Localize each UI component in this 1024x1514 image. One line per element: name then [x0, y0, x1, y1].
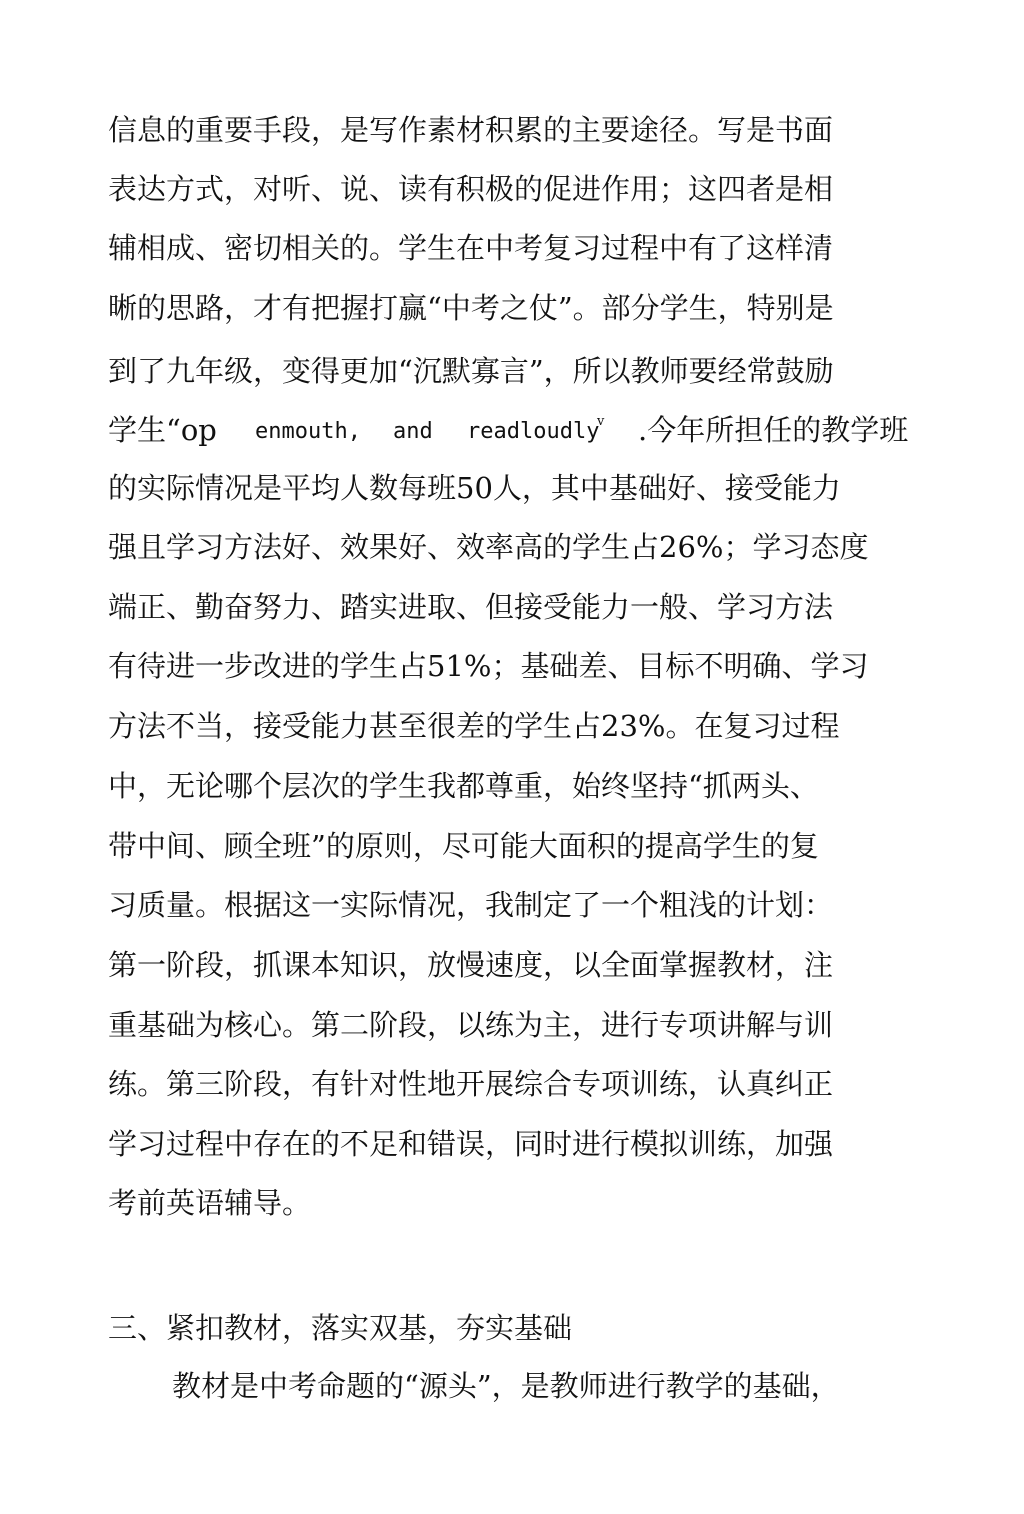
english-word: readloudly [467, 419, 600, 444]
paragraph-line: 端正、勤奋努力、踏实进取、但接受能力一般、学习方法 [108, 590, 834, 624]
paragraph-line: 中，无论哪个层次的学生我都尊重，始终坚持“抓两头、 [108, 769, 819, 803]
section-heading: 三、紧扣教材，落实双基，夯实基础 [108, 1311, 573, 1345]
paragraph-line: 考前英语辅导。 [108, 1186, 312, 1220]
paragraph-line: 晰的思路，才有把握打赢“中考之仗”。部分学生，特别是 [108, 291, 834, 325]
paragraph-line: 习质量。根据这一实际情况，我制定了一个粗浅的计划： [108, 888, 834, 922]
paragraph-line: 方法不当，接受能力甚至很差的学生占23%。在复习过程 [108, 709, 840, 743]
paragraph-line: 表达方式，对听、说、读有积极的促进作用；这四者是相 [108, 172, 834, 206]
paragraph-line: 练。第三阶段，有针对性地开展综合专项训练，认真纠正 [108, 1067, 834, 1101]
paragraph-line: 强且学习方法好、效果好、效率高的学生占26%；学习态度 [108, 530, 869, 564]
paragraph-line: 的实际情况是平均人数每班50人，其中基础好、接受能力 [108, 471, 841, 505]
paragraph-line: 辅相成、密切相关的。学生在中考复习过程中有了这样清 [108, 231, 834, 265]
superscript-mark: v [597, 414, 605, 429]
paragraph-line: 学习过程中存在的不足和错误，同时进行模拟训练，加强 [108, 1127, 834, 1161]
paragraph-line: 教材是中考命题的“源头”，是教师进行教学的基础， [172, 1369, 840, 1403]
paragraph-line: 有待进一步改进的学生占51%；基础差、目标不明确、学习 [108, 649, 869, 683]
paragraph-line: 第一阶段，抓课本知识，放慢速度，以全面掌握教材，注 [108, 948, 834, 982]
english-word: enmouth, [255, 419, 361, 444]
paragraph-line: 信息的重要手段，是写作素材积累的主要途径。写是书面 [108, 113, 834, 147]
paragraph-line: 到了九年级，变得更加“沉默寡言”，所以教师要经常鼓励 [108, 354, 834, 388]
english-phrase-line [108, 410, 928, 450]
paragraph-line: 重基础为核心。第二阶段，以练为主，进行专项讲解与训 [108, 1008, 834, 1042]
english-line-suffix: .今年所担任的教学班 [638, 413, 909, 447]
english-word: and [393, 419, 433, 444]
paragraph-line: 带中间、顾全班”的原则，尽可能大面积的提高学生的复 [108, 829, 819, 863]
english-line-prefix: 学生“op [108, 413, 217, 447]
